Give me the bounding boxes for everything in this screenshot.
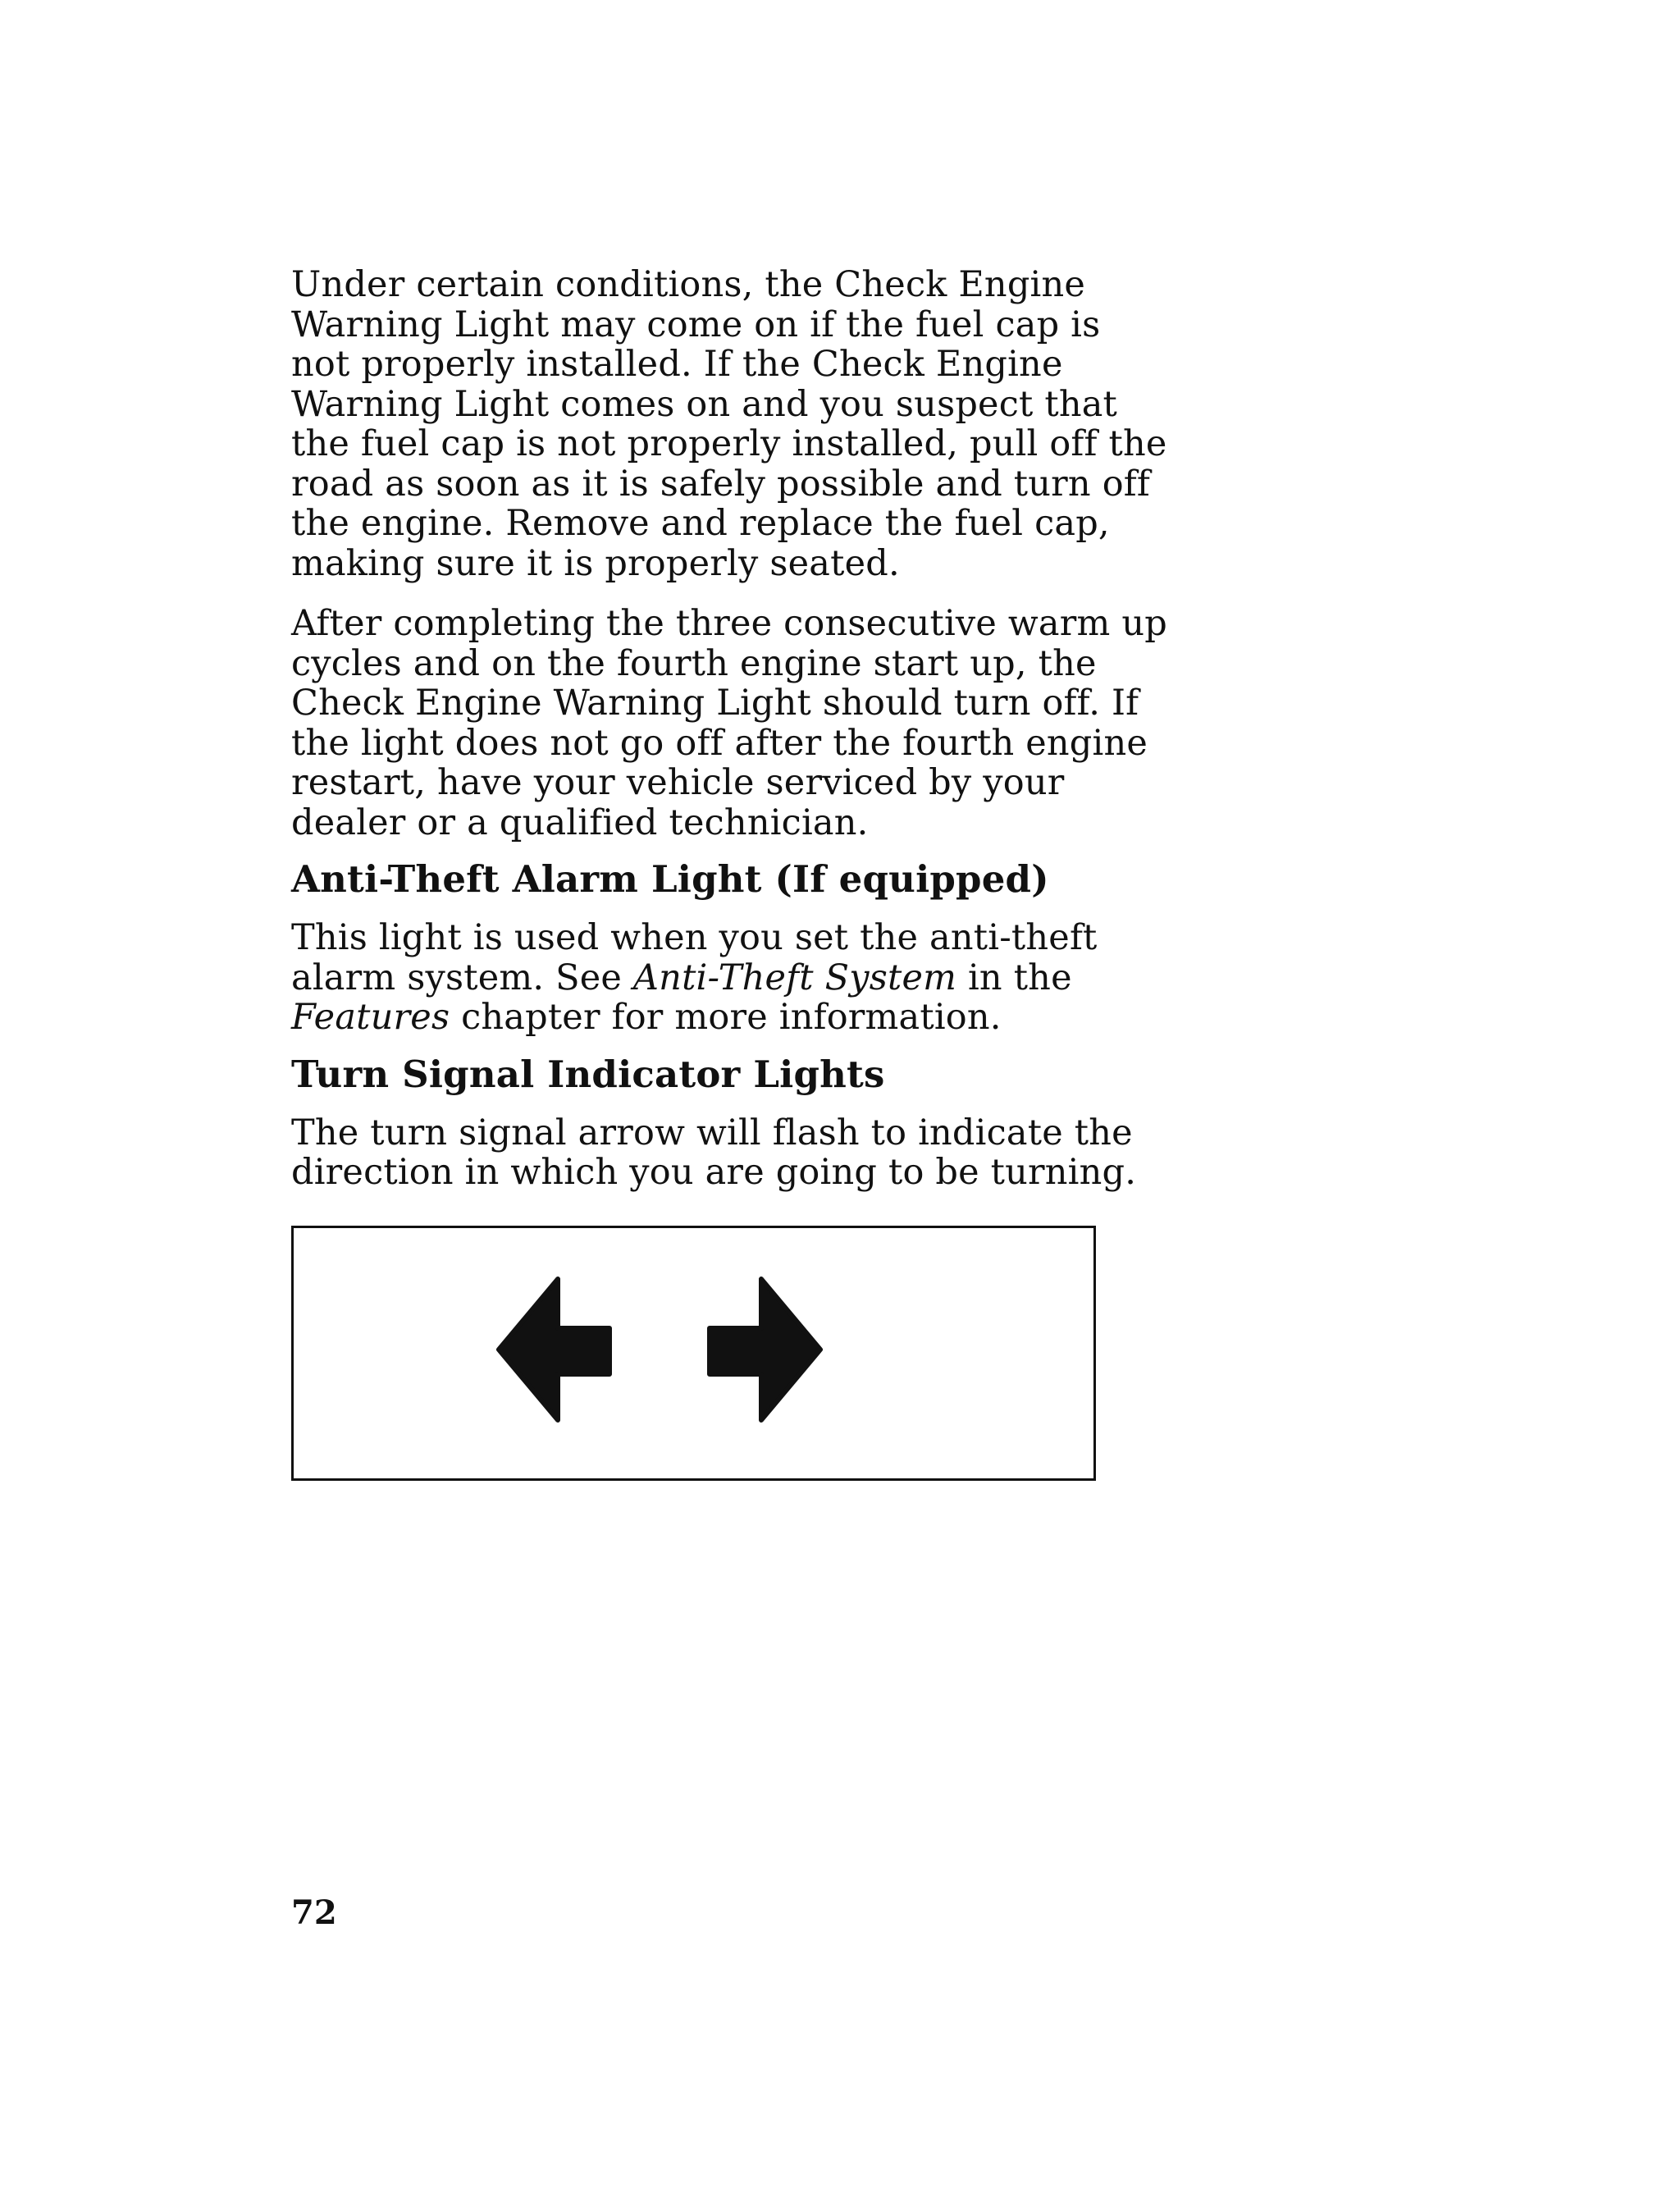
text-line: restart, have your vehicle serviced by your [291, 762, 1065, 803]
text-line [291, 958, 1112, 998]
turn-signal-paragraph [291, 1112, 1137, 1193]
turn-signal-figure [291, 1226, 1096, 1481]
text-line: road as soon as it is safely possible and turn off [291, 463, 1151, 505]
anti-theft-heading: Anti-Theft Alarm Light (If equipped) [291, 857, 1049, 901]
text-line: Under certain conditions, the Check Engine [291, 264, 1086, 305]
turn-signal-heading: Turn Signal Indicator Lights [291, 1052, 885, 1096]
anti-theft-system-reference: Anti-Theft System [632, 957, 957, 998]
fuel-cap-paragraph [291, 264, 1167, 584]
anti-theft-paragraph [291, 918, 1112, 1038]
text-line: Warning Light may come on if the fuel cap is [291, 304, 1101, 345]
text-line [291, 998, 1112, 1038]
page-number: 72 [291, 1893, 337, 1932]
text-line: dealer or a qualified technician. [291, 802, 869, 843]
right-arrow-icon [710, 1279, 820, 1420]
text-line: the engine. Remove and replace the fuel cap, [291, 503, 1110, 544]
text-fragment: alarm system. See [291, 957, 633, 998]
text-line: cycles and on the fourth engine start up, the [291, 642, 1097, 684]
text-line: direction in which you are going to be turning. [291, 1152, 1137, 1193]
text-line: not properly installed. If the Check Engine [291, 344, 1063, 385]
text-line: the fuel cap is not properly installed, pull off the [291, 423, 1167, 464]
manual-page-content [291, 264, 1167, 1193]
text-fragment: chapter for more information. [450, 997, 1002, 1038]
warm-up-cycles-paragraph [291, 603, 1167, 843]
features-chapter-reference: Features [291, 997, 450, 1038]
left-arrow-icon [499, 1279, 609, 1420]
text-line: After completing the three consecutive warm up [291, 603, 1167, 644]
turn-signal-arrows [294, 1228, 1093, 1478]
text-line: Warning Light comes on and you suspect that [291, 383, 1118, 425]
text-line: making sure it is properly seated. [291, 542, 900, 584]
text-fragment: in the [956, 957, 1072, 998]
text-line: the light does not go off after the fourth engine [291, 722, 1148, 764]
text-line: Check Engine Warning Light should turn off. If [291, 683, 1139, 724]
text-line: The turn signal arrow will flash to indicate the [291, 1112, 1133, 1153]
text-line: This light is used when you set the anti-theft [291, 917, 1098, 958]
